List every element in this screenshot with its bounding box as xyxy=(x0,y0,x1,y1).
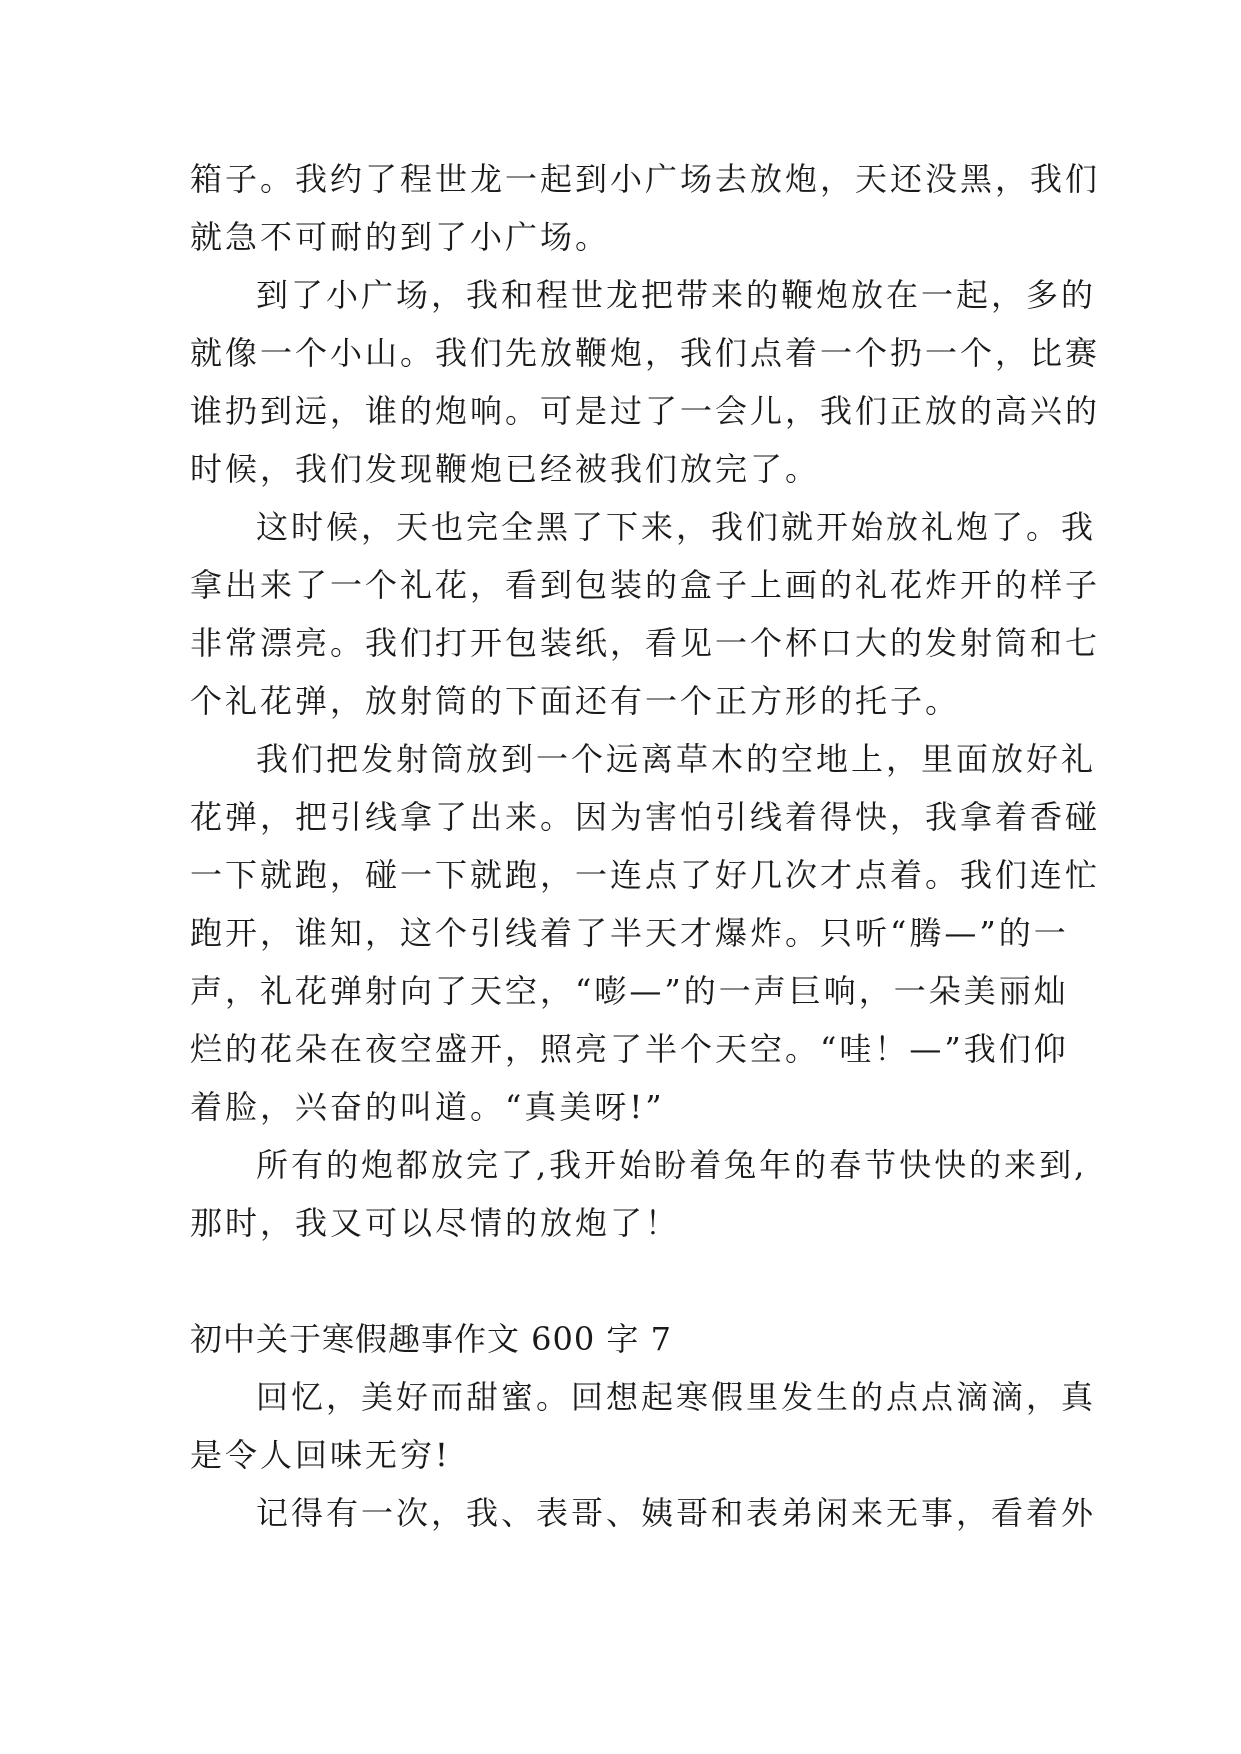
text-line: 时候，我们发现鞭炮已经被我们放完了。 xyxy=(190,450,821,488)
text-line: 一下就跑，碰一下就跑，一连点了好几次才点着。我们连忙 xyxy=(190,856,1101,894)
paragraph-start-line: 所有的炮都放完了,我开始盼着兔年的春节快快的来到, xyxy=(256,1146,1088,1184)
text-line: 非常漂亮。我们打开包装纸，看见一个杯口大的发射筒和七 xyxy=(190,624,1101,662)
text-line: 花弹，把引线拿了出来。因为害怕引线着得快，我拿着香碰 xyxy=(190,798,1101,836)
text-line: 就急不可耐的到了小广场。 xyxy=(190,218,611,256)
text-line: 着脸，兴奋的叫道。“真美呀!” xyxy=(190,1088,665,1126)
text-line: 就像一个小山。我们先放鞭炮，我们点着一个扔一个，比赛 xyxy=(190,334,1101,372)
paragraph-start-line: 我们把发射筒放到一个远离草木的空地上，里面放好礼 xyxy=(256,740,1097,778)
document-page xyxy=(190,150,1101,1542)
section-heading: 初中关于寒假趣事作文 600 字 7 xyxy=(190,1320,672,1358)
paragraph-start-line: 到了小广场，我和程世龙把带来的鞭炮放在一起，多的 xyxy=(256,276,1097,314)
text-line: 跑开，谁知，这个引线着了半天才爆炸。只听“腾—”的一 xyxy=(190,914,1069,952)
paragraph-start-line: 这时候，天也完全黑了下来，我们就开始放礼炮了。我 xyxy=(256,508,1097,546)
text-line: 声，礼花弹射向了天空，“嘭—”的一声巨响，一朵美丽灿 xyxy=(190,972,1069,1010)
text-line: 谁扔到远，谁的炮响。可是过了一会儿，我们正放的高兴的 xyxy=(190,392,1101,430)
text-line: 拿出来了一个礼花，看到包装的盒子上画的礼花炸开的样子 xyxy=(190,566,1101,604)
paragraph-start-line: 记得有一次，我、表哥、姨哥和表弟闲来无事，看着外 xyxy=(256,1494,1097,1532)
text-line: 是令人回味无穷! xyxy=(190,1436,451,1474)
text-line: 那时，我又可以尽情的放炮了！ xyxy=(190,1204,681,1242)
text-line: 个礼花弹，放射筒的下面还有一个正方形的托子。 xyxy=(190,682,961,720)
section-gap xyxy=(190,1252,1060,1310)
text-line: 箱子。我约了程世龙一起到小广场去放炮，天还没黑，我们 xyxy=(190,160,1101,198)
paragraph-start-line: 回忆，美好而甜蜜。回想起寒假里发生的点点滴滴，真 xyxy=(256,1378,1097,1416)
text-line: 烂的花朵在夜空盛开，照亮了半个天空。“哇！—”我们仰 xyxy=(190,1030,1069,1068)
